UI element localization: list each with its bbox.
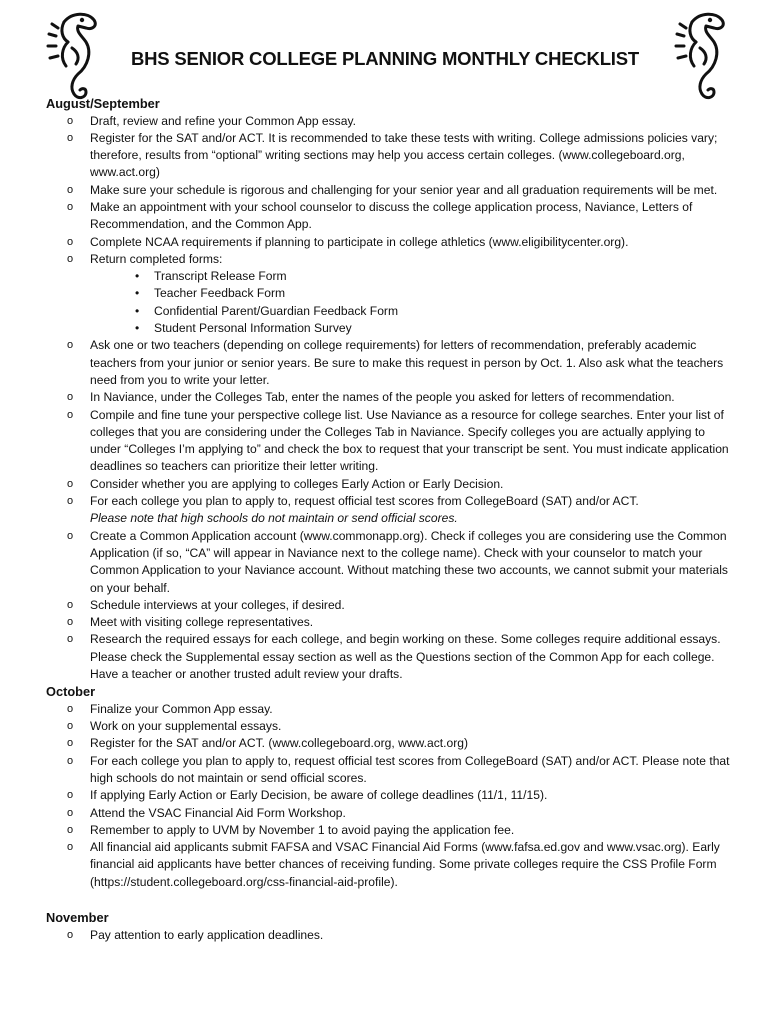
section-heading-august-september: August/September	[46, 96, 160, 111]
checklist-body	[46, 95, 736, 944]
checkbox-icon: o	[67, 131, 74, 144]
checkbox-icon: o	[67, 720, 74, 733]
list-item: o Draft, review and refine your Common App essay.	[46, 113, 736, 130]
checkbox-icon: o	[67, 928, 74, 941]
list-item: o Schedule interviews at your colleges, if desired.	[46, 597, 736, 614]
task-list-october	[46, 701, 736, 891]
form-item: • Transcript Release Form	[135, 268, 736, 285]
list-item: o Return completed forms: • Transcript Release Form • Teacher Feedback Form • Confidential Parent/Guardian Feedback Form • Student Personal Information Survey	[46, 251, 736, 337]
checkbox-icon: o	[67, 633, 74, 646]
form-item: • Student Personal Information Survey	[135, 320, 736, 337]
form-item: • Confidential Parent/Guardian Feedback Form	[135, 303, 736, 320]
list-item: o Ask one or two teachers (depending on college requirements) for letters of recommendation, preferably academic teachers from your junior or senior years. Be sure to make this request in person by Oct. 1. Also ask what the teachers need from you to write your letter.	[67, 338, 724, 387]
list-item: o For each college you plan to apply to, request official test scores from CollegeBoard (SAT) and/or ACT. Please note that high schools do not maintain or send official scores.	[67, 753, 730, 785]
forms-list	[90, 268, 736, 337]
bullet-icon: •	[135, 303, 140, 318]
list-item: o Make sure your schedule is rigorous and challenging for your senior year and all graduation requirements will be met.	[46, 182, 736, 199]
task-list-august-september	[46, 113, 736, 684]
list-item: o Remember to apply to UVM by November 1 to avoid paying the application fee.	[46, 822, 736, 839]
form-item: • Teacher Feedback Form	[135, 285, 736, 302]
list-item: o If applying Early Action or Early Decision, be aware of college deadlines (11/1, 11/15).	[46, 787, 736, 804]
section-heading-october: October	[46, 684, 96, 700]
list-item: o Finalize your Common App essay.	[46, 701, 736, 718]
checkbox-icon: o	[67, 841, 74, 854]
list-item: o Create a Common Application account (www.commonapp.org). Check if colleges you are considering use the Common Application (if so, “CA” will appear in Naviance next to the college name). Check with your counselor to match your Common Application to your Naviance account. Without matching these two accounts, we cannot submit your materials on your behalf.	[67, 528, 728, 595]
checkbox-icon: o	[67, 806, 74, 819]
official-scores-note: Please note that high schools do not maintain or send official scores.	[90, 511, 458, 526]
list-item: o For each college you plan to apply to, request official test scores from CollegeBoard (SAT) and/or ACT. Please note that high schools do not maintain or send official scores.	[46, 493, 736, 528]
list-item: o Register for the SAT and/or ACT. (www.collegeboard.org, www.act.org)	[46, 735, 736, 752]
checkbox-icon: o	[67, 789, 74, 802]
checkbox-icon: o	[67, 702, 74, 715]
list-item: o Research the required essays for each college, and begin working on these. Some colleges require additional essays. Please check the Supplemental essay section as well as the Questions section of the Common App for each college. Have a teacher or another trusted adult review your drafts.	[67, 632, 721, 681]
checkbox-icon: o	[67, 616, 74, 629]
task-list-november	[46, 927, 736, 944]
list-item: o In Naviance, under the Colleges Tab, enter the names of the people you asked for letters of recommendation.	[46, 389, 736, 406]
checkbox-icon: o	[67, 598, 74, 611]
checkbox-icon: o	[67, 823, 74, 836]
list-item: o Work on your supplemental essays.	[46, 718, 736, 735]
checkbox-icon: o	[67, 339, 74, 352]
checkbox-icon: o	[67, 114, 74, 127]
checkbox-icon: o	[67, 252, 74, 265]
list-item: o Consider whether you are applying to colleges Early Action or Early Decision.	[46, 476, 736, 493]
list-item: o Register for the SAT and/or ACT. It is recommended to take these tests with writing. College admissions policies vary; therefore, results from “optional” writing sections may help you access certain colleges. (www.collegeboard.org, www.act.org)	[67, 130, 718, 180]
list-item: o Complete NCAA requirements if planning to participate in college athletics (www.eligibilitycenter.org).	[46, 234, 736, 251]
checkbox-icon: o	[67, 529, 74, 542]
checkbox-icon: o	[67, 737, 74, 750]
checkbox-icon: o	[67, 754, 74, 767]
list-item: o Make an appointment with your school counselor to discuss the college application process, Naviance, Letters of Recommendation, and the Common App.	[67, 199, 693, 232]
bullet-icon: •	[135, 286, 140, 301]
checkbox-icon: o	[67, 408, 74, 421]
checkbox-icon: o	[67, 235, 74, 248]
list-item: o Pay attention to early application deadlines.	[46, 927, 736, 944]
page-title: BHS SENIOR COLLEGE PLANNING MONTHLY CHECKLIST	[130, 48, 639, 69]
list-item: o Meet with visiting college representatives.	[46, 614, 736, 631]
checkbox-icon: o	[67, 477, 74, 490]
checkbox-icon: o	[67, 183, 74, 196]
checkbox-icon: o	[67, 495, 74, 508]
bullet-icon: •	[135, 321, 140, 336]
section-heading-november: November	[46, 910, 109, 926]
list-item: o All financial aid applicants submit FAFSA and VSAC Financial Aid Forms (www.fafsa.ed.gov and www.vsac.org). Early financial aid applicants have better chances of receiving funding. Some private colleges require the CSS Profile Form (https://student.collegeboard.org/css-financial-aid-profile).	[67, 840, 720, 889]
checkbox-icon: o	[67, 200, 74, 213]
bullet-icon: •	[135, 269, 140, 284]
checkbox-icon: o	[67, 391, 74, 404]
list-item: o Compile and fine tune your perspective college list. Use Naviance as a resource for college searches. Enter your list of colleges that you are considering under the Colleges Tab in Naviance. Specify colleges you are actually applying to under “Colleges I’m applying to” and check the box to request that your transcript be sent. You must indicate application deadlines so teachers can prioritize their letter writing.	[67, 407, 729, 474]
list-item: o Attend the VSAC Financial Aid Form Workshop.	[46, 805, 736, 822]
